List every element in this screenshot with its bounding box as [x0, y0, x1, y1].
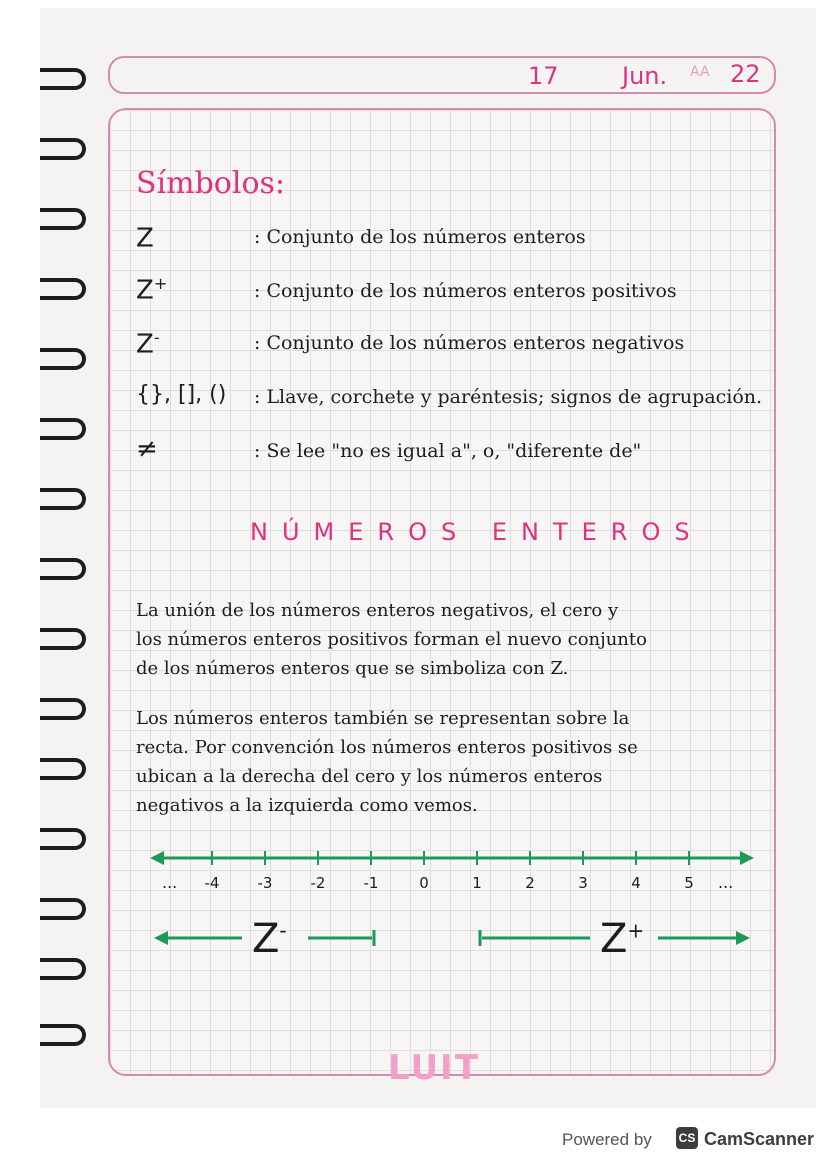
spiral-ring	[40, 208, 86, 230]
symbol-definition: : Conjunto de los números enteros	[254, 226, 586, 248]
number-line-tick-label: 2	[525, 874, 535, 892]
number-line-tick-label: 0	[419, 874, 429, 892]
spiral-ring	[40, 898, 86, 920]
z-positive-label: Z+	[600, 916, 645, 962]
left-ellipsis: ...	[162, 873, 178, 892]
symbol-definition: : Llave, corchete y paréntesis; signos de agrupación.	[254, 386, 763, 408]
paragraph-line: de los números enteros que se simboliza con Z.	[136, 658, 569, 679]
number-line-tick-label: 1	[472, 874, 482, 892]
spiral-ring	[40, 68, 86, 90]
date-year: 22	[730, 60, 761, 88]
date-header-box	[108, 56, 776, 94]
number-line-tick-label: 5	[684, 874, 694, 892]
paragraph-line: los números enteros positivos forman el nuevo conjunto	[136, 629, 647, 650]
number-line-tick-label: -4	[204, 874, 220, 892]
symbol-definition: : Se lee "no es igual a", o, "diferente de"	[254, 440, 642, 462]
symbol: {}, [], ()	[136, 382, 227, 407]
spiral-ring	[40, 418, 86, 440]
spiral-ring	[40, 488, 86, 510]
number-line-tick-label: -2	[310, 874, 326, 892]
paragraph-line: ubican a la derecha del cero y los números enteros	[136, 766, 603, 787]
z-negative-label: Z-	[252, 916, 287, 962]
powered-by-text: Powered by	[562, 1130, 652, 1149]
number-line-tick-label: -1	[363, 874, 379, 892]
camscanner-brand: CamScanner	[704, 1129, 815, 1149]
right-arrow-icon	[736, 931, 750, 945]
symbols-title: Símbolos:	[136, 166, 286, 201]
number-line	[150, 851, 754, 865]
paragraph-line: negativos a la izquierda como vemos.	[136, 795, 478, 816]
spiral-ring	[40, 558, 86, 580]
spiral-ring	[40, 828, 86, 850]
number-line-diagram	[150, 840, 760, 960]
spiral-ring	[40, 698, 86, 720]
symbol-definition: : Conjunto de los números enteros positivos	[254, 280, 677, 302]
right-ellipsis: ...	[718, 873, 734, 892]
number-line-tick-label: -3	[257, 874, 273, 892]
notebook-logo: LUIT	[388, 1048, 480, 1088]
paragraph-line: Los números enteros también se representan sobre la	[136, 708, 630, 729]
right-arrow-icon	[740, 851, 754, 865]
paragraph-line: recta. Por convención los números enteros positivos se	[136, 737, 638, 758]
spiral-ring	[40, 348, 86, 370]
paragraph-representation	[136, 704, 756, 820]
spiral-ring	[40, 278, 86, 300]
spiral-ring	[40, 138, 86, 160]
spiral-ring	[40, 628, 86, 650]
symbol: Z+	[136, 274, 168, 306]
left-arrow-icon	[150, 851, 164, 865]
spiral-ring	[40, 958, 86, 980]
left-arrow-icon	[154, 931, 168, 945]
camscanner-icon: CS	[676, 1127, 698, 1149]
date-month: Jun.	[622, 62, 668, 90]
spiral-ring	[40, 1024, 86, 1046]
paragraph-union	[136, 596, 756, 683]
number-line-tick-label: 4	[631, 874, 641, 892]
date-day: 17	[528, 62, 559, 90]
paragraph-line: La unión de los números enteros negativos, el cero y	[136, 600, 619, 621]
symbol: Z-	[136, 328, 160, 360]
symbol-definition: : Conjunto de los números enteros negativos	[254, 332, 685, 354]
spiral-ring	[40, 758, 86, 780]
number-line-tick-label: 3	[578, 874, 588, 892]
section-heading: NÚMEROS ENTEROS	[250, 518, 704, 546]
symbol: ≠	[136, 434, 158, 464]
symbol: Z	[136, 223, 154, 254]
date-aa-label: AA	[690, 64, 710, 80]
